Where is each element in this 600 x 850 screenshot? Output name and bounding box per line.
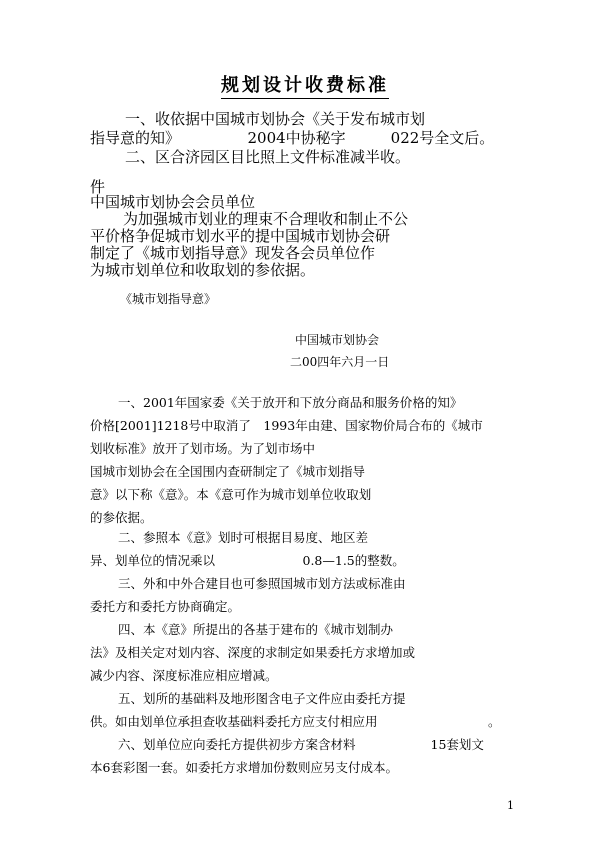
body-line: 本6套彩图一套。如委托方求增加份数则应另支付成本。 xyxy=(90,760,398,775)
body-paragraph-2: 二、参照本《意》划时可根据目易度、地区差 xyxy=(118,530,369,545)
body-line: 异、划单位的情况乘以 0.8—1.5的整数。 xyxy=(90,553,405,568)
page-number: 1 xyxy=(507,799,514,812)
attachment-recipient: 中国城市划协会会员单位 xyxy=(90,193,256,211)
page-title: 规划设计收费标准 xyxy=(221,77,389,99)
body-paragraph-6: 六、划单位应向委托方提供初步方案含材料 15套划文 xyxy=(118,737,484,752)
attachment-label: 件 xyxy=(90,178,106,196)
body-line: 划收标准》放开了划市场。为了划市场中 xyxy=(90,441,316,456)
body-line: 供。如由划单位承担查收基础料委托方应支付相应用 xyxy=(90,714,378,729)
attachment-line-3: 制定了《城市划指导意》现发各会员单位作 xyxy=(90,244,376,262)
attachment-line-2: 平价格争促城市划水平的提中国城市划协会研 xyxy=(90,227,391,245)
body-line: 法》及相关定对划内容、深度的求制定如果委托方求增加或 xyxy=(90,645,416,660)
attachment-line-4: 为城市划单位和收取划的参依据。 xyxy=(90,261,316,279)
body-paragraph-4: 四、本《意》所提出的各基于建布的《城市划制办 xyxy=(118,622,394,637)
body-line: 价格[2001]1218号中取消了 1993年由建、国家物价局合布的《城市 xyxy=(90,418,483,433)
body-line: 委托方和委托方协商确定。 xyxy=(90,599,241,614)
signature-organization: 中国城市划协会 xyxy=(295,333,380,347)
body-paragraph-3: 三、外和中外合建目也可参照国城市划方法或标准由 xyxy=(118,576,406,591)
attachment-line-1: 为加强城市划业的理束不合理收和制止不公 xyxy=(123,210,409,228)
body-line: 意》以下称《意》。本《意可作为城市划单位收取划 xyxy=(90,487,372,502)
attachment-reference: 《城市划指导意》 xyxy=(120,292,217,306)
intro-paragraph-2: 二、区合济园区目比照上文件标准减半收。 xyxy=(125,148,411,166)
body-trailing-mark: 。 xyxy=(488,714,501,729)
body-line: 国城市划协会在全国围内查研制定了《城市划指导 xyxy=(90,464,366,479)
body-line: 的参依据。 xyxy=(90,510,153,525)
intro-paragraph-1: 一、收依据中国城市划协会《关于发布城市划 xyxy=(125,110,426,128)
body-paragraph-1: 一、2001年国家委《关于放开和下放分商品和服务价格的知》 xyxy=(118,395,463,410)
body-line: 减少内容、深度标准应相应增减。 xyxy=(90,668,278,683)
signature-date: 二00四年六月一日 xyxy=(290,355,390,369)
body-paragraph-5: 五、划所的基础料及地形图含电子文件应由委托方提 xyxy=(118,691,406,706)
intro-paragraph-1-cont: 指导意的知》 2004中协秘字 022号全文后。 xyxy=(90,129,495,147)
